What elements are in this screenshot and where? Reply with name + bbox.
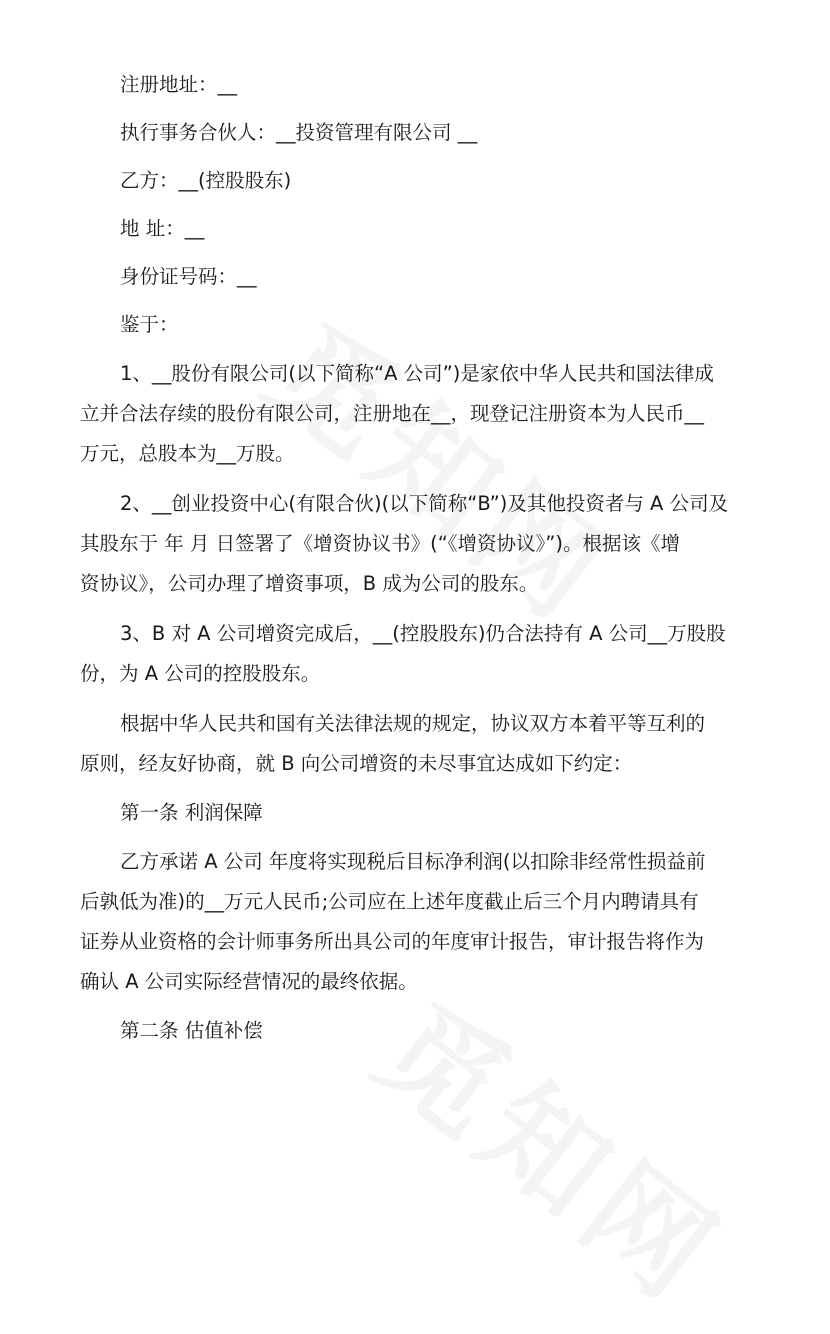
address-line: 地 址：__ bbox=[120, 217, 205, 240]
clause-line: 资协议》，公司办理了增资事项，B 成为公司的股东。 bbox=[80, 572, 539, 595]
article-2-title: 第二条 估值补偿 bbox=[120, 1019, 263, 1042]
clause-3 bbox=[80, 614, 755, 694]
clause-line: 原则，经友好协商，就 B 向公司增资的未尽事宜达成如下约定： bbox=[80, 752, 633, 775]
clause-line: 根据中华人民共和国有关法律法规的规定，协议双方本着平等互利的 bbox=[120, 712, 706, 735]
party-b-line: 乙方：__(控股股东) bbox=[120, 169, 292, 192]
registered-address-line: 注册地址：__ bbox=[120, 73, 238, 96]
article-1-body bbox=[80, 842, 755, 1002]
clause-line: 3、B 对 A 公司增资完成后，__(控股股东)仍合法持有 A 公司__万股股 bbox=[120, 622, 726, 645]
managing-partner-line: 执行事务合伙人：__投资管理有限公司 __ bbox=[120, 121, 478, 144]
clause-line: 乙方承诺 A 公司 年度将实现税后目标净利润(以扣除非经常性损益前 bbox=[120, 850, 706, 873]
agreement-basis bbox=[80, 704, 755, 784]
id-number-line: 身份证号码：__ bbox=[120, 265, 257, 288]
clause-2 bbox=[80, 484, 755, 604]
document-body bbox=[80, 66, 755, 1060]
clause-line: 确认 A 公司实际经营情况的最终依据。 bbox=[80, 970, 418, 993]
whereas-heading: 鉴于： bbox=[120, 313, 179, 336]
clause-line: 1、__股份有限公司(以下简称“A 公司”)是家依中华人民共和国法律成 bbox=[120, 362, 714, 385]
article-1-title: 第一条 利润保障 bbox=[120, 801, 263, 824]
clause-line: 2、__创业投资中心(有限合伙)(以下简称“B”)及其他投资者与 A 公司及 bbox=[120, 492, 729, 515]
clause-line: 后孰低为准)的__万元人民币;公司应在上述年度截止后三个月内聘请具有 bbox=[80, 890, 699, 913]
clause-line: 其股东于 年 月 日签署了《增资协议书》(“《增资协议》”)。根据该《增 bbox=[80, 532, 681, 555]
clause-line: 立并合法存续的股份有限公司，注册地在__，现登记注册资本为人民币__ bbox=[80, 402, 705, 425]
clause-line: 证券从业资格的会计师事务所出具公司的年度审计报告，审计报告将作为 bbox=[80, 930, 705, 953]
clause-line: 万元，总股本为__万股。 bbox=[80, 442, 295, 465]
clause-line: 份，为 A 公司的控股股东。 bbox=[80, 662, 321, 685]
clause-1 bbox=[80, 354, 755, 474]
